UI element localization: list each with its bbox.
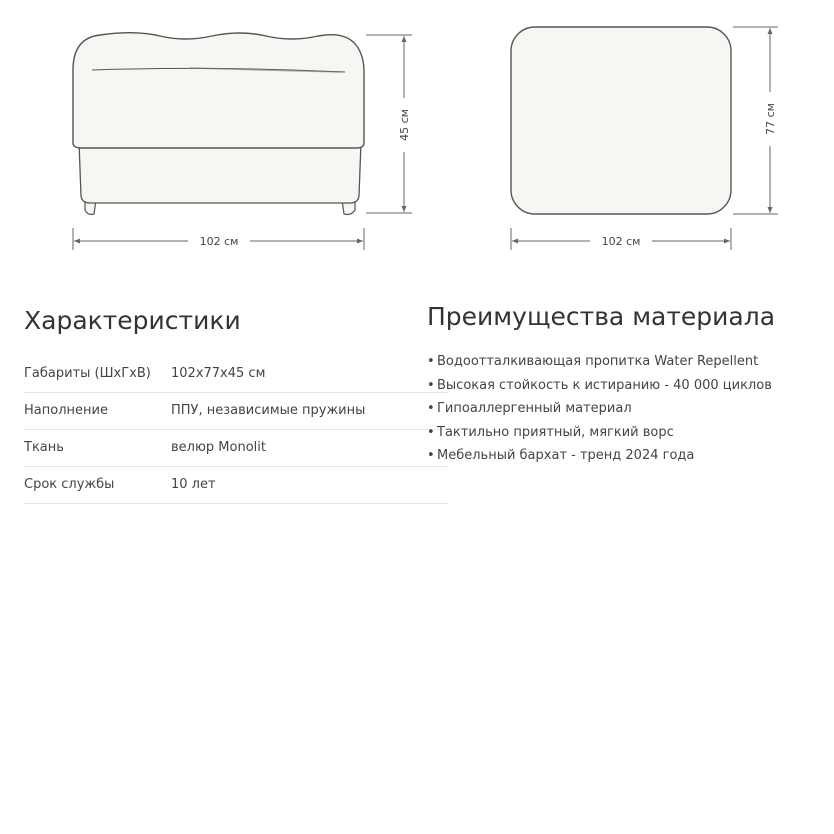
advantage-text: Гипоаллергенный материал [437,401,632,416]
advantages-title: Преимущества материала [427,302,776,331]
dimension-drawing [0,0,834,260]
top-width-dimension [511,228,731,250]
top-outline [511,27,731,214]
advantage-text: Мебельный бархат - тренд 2024 года [437,448,695,463]
bullet-icon: • [427,401,435,416]
spec-label: Срок службы [24,477,115,492]
advantages-list [427,350,772,468]
table-row [24,356,448,393]
advantage-text: Водоотталкивающая пропитка Water Repellent [437,354,759,369]
spec-value: ППУ, независимые пружины [171,403,366,418]
front-height-dimension [366,35,412,213]
top-depth-label: 77 см [764,103,777,135]
top-depth-dimension [733,27,778,214]
bullet-icon: • [427,448,435,463]
list-item [427,350,772,374]
characteristics-title: Характеристики [24,306,241,335]
list-item [427,374,772,398]
advantage-text: Высокая стойкость к истиранию - 40 000 циклов [437,377,772,393]
table-row [24,467,448,504]
table-row [24,430,448,467]
list-item [427,421,772,445]
front-width-label: 102 см [199,235,239,248]
bullet-icon: • [427,424,435,440]
spec-value: велюр Monolit [171,440,266,455]
front-cushion [73,33,364,148]
spec-label: Ткань [24,440,64,455]
spec-value: 102х77х45 см [171,366,266,381]
front-base [79,142,361,203]
top-width-label: 102 см [601,235,641,248]
advantage-text: Тактильно приятный, мягкий ворс [437,424,674,440]
front-height-label: 45 см [398,109,411,141]
list-item [427,444,772,468]
spec-value: 10 лет [171,477,216,492]
front-view [73,33,364,215]
spec-label: Наполнение [24,403,108,418]
characteristics-table [24,356,448,504]
bullet-icon: • [427,377,435,393]
list-item [427,397,772,421]
front-width-dimension [73,228,364,250]
bullet-icon: • [427,354,435,369]
top-view [511,27,731,214]
table-row [24,393,448,430]
spec-label: Габариты (ШхГхВ) [24,366,151,381]
